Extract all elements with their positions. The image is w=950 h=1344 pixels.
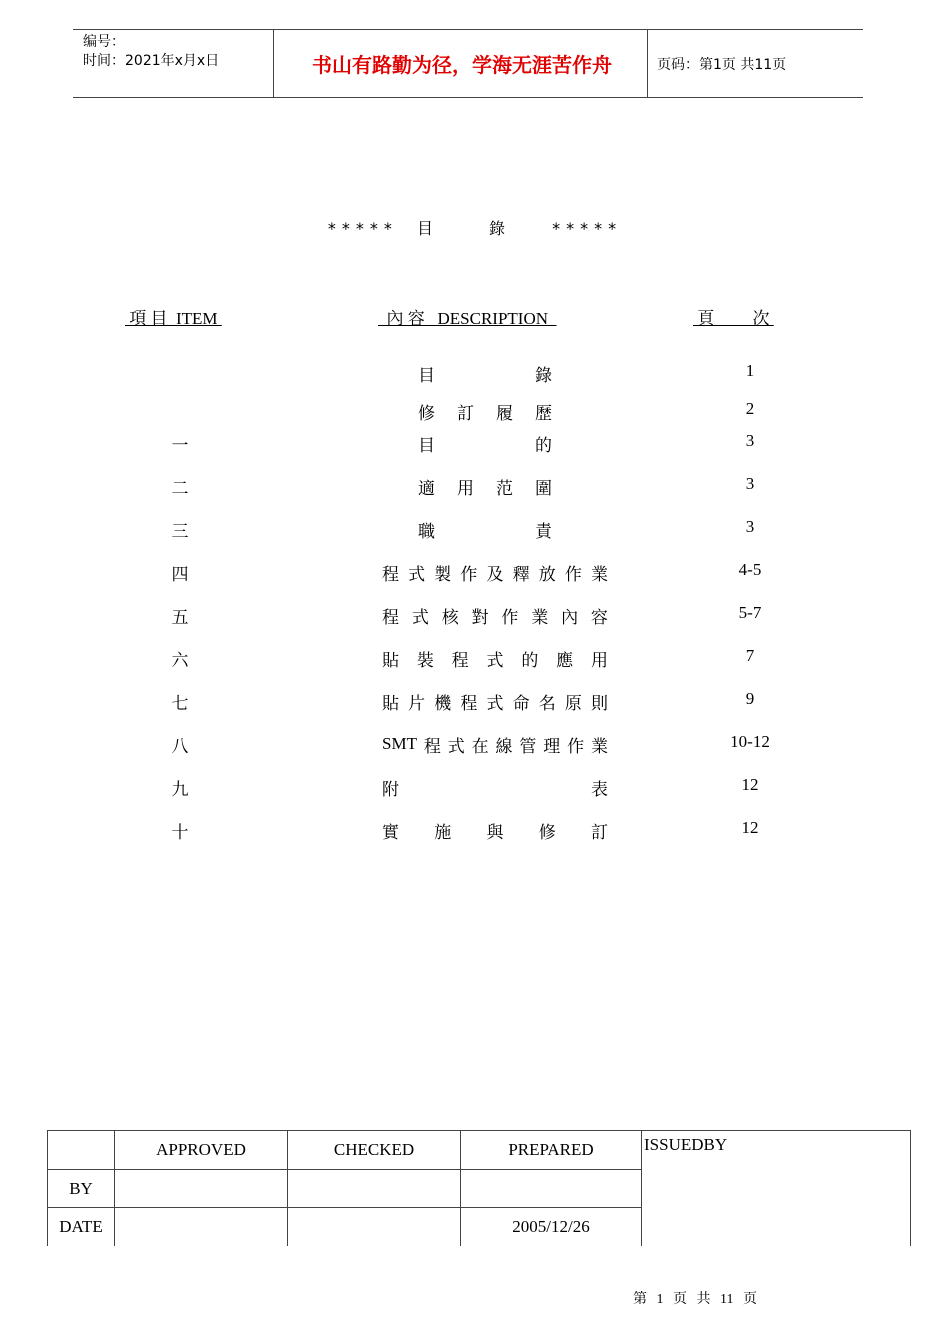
toc-item-description <box>418 399 552 423</box>
toc-description-glyph: 訂 <box>591 822 608 843</box>
toc-description-glyph: 作 <box>501 607 519 628</box>
footer-total-pages: 11 <box>720 1292 734 1307</box>
toc-description-glyph: 程 <box>382 607 399 628</box>
approved-by-cell <box>115 1170 288 1208</box>
issued-by-cell <box>642 1131 911 1246</box>
toc-description-glyph: 訂 <box>457 403 474 424</box>
toc-item-number: 六 <box>171 651 189 671</box>
toc-description-glyph: 及 <box>486 564 504 585</box>
toc-item-description <box>382 818 608 842</box>
toc-row <box>0 818 950 842</box>
date-label: DATE <box>48 1208 115 1246</box>
page-header <box>73 29 863 98</box>
checked-by-cell <box>288 1170 461 1208</box>
column-header-description: 內 容 DESCRIPTION <box>378 309 557 328</box>
checked-header: CHECKED <box>288 1131 461 1170</box>
toc-row <box>0 431 950 455</box>
toc-description-glyph: 則 <box>591 693 608 714</box>
toc-description-glyph: 作 <box>567 736 585 757</box>
toc-item-description <box>382 560 608 584</box>
toc-description-glyph: 管 <box>519 736 537 757</box>
toc-description-glyph: 附 <box>382 779 399 800</box>
toc-description-glyph: 貼 <box>382 650 399 671</box>
toc-item-page: 12 <box>741 818 759 837</box>
toc-description-glyph: 目 <box>418 435 435 456</box>
toc-item-page: 3 <box>745 431 755 450</box>
header-divider <box>647 30 648 97</box>
toc-description-glyph: 程 <box>382 564 399 585</box>
toc-title <box>0 216 950 239</box>
toc-description-glyph: 應 <box>556 650 574 671</box>
approved-header: APPROVED <box>115 1131 288 1170</box>
toc-description-glyph: 機 <box>434 693 452 714</box>
toc-row <box>0 646 950 670</box>
toc-description-glyph: 業 <box>590 736 608 757</box>
prepared-date-cell: 2005/12/26 <box>461 1208 642 1246</box>
checked-date-cell <box>288 1208 461 1246</box>
toc-description-glyph: 製 <box>434 564 452 585</box>
title-word-1: 目 <box>416 219 461 238</box>
toc-description-glyph: 的 <box>535 435 552 456</box>
signoff-corner <box>48 1131 115 1170</box>
toc-description-glyph: 對 <box>471 607 489 628</box>
toc-row <box>0 732 950 756</box>
toc-item-description <box>382 646 608 670</box>
toc-item-page: 12 <box>741 775 759 794</box>
title-word-2: 錄 <box>489 219 534 238</box>
toc-description-glyph: 貼 <box>382 693 399 714</box>
toc-description-glyph: 線 <box>495 736 513 757</box>
number-label: 编号： <box>83 34 125 50</box>
toc-item-number: 八 <box>171 737 189 757</box>
toc-description-glyph: 用 <box>590 650 608 671</box>
toc-description-glyph: 范 <box>496 478 513 499</box>
toc-description-glyph: 在 <box>471 736 489 757</box>
issued-by-label: ISSUEDBY <box>644 1135 728 1154</box>
toc-description-glyph: 用 <box>457 478 474 499</box>
header-divider <box>273 30 274 97</box>
toc-description-glyph: 歷 <box>535 403 552 424</box>
column-header-item: 項 目 ITEM <box>125 309 222 328</box>
footer-ye: 页 <box>673 1292 687 1307</box>
toc-description-glyph: 作 <box>460 564 478 585</box>
toc-item-description <box>418 474 552 498</box>
toc-item-page: 1 <box>745 361 755 380</box>
toc-description-glyph: 圍 <box>535 478 552 499</box>
toc-description-glyph: 容 <box>590 607 608 628</box>
toc-item-number: 三 <box>171 522 189 542</box>
toc-description-glyph: 職 <box>418 521 435 542</box>
toc-description-glyph: 程 <box>451 650 469 671</box>
by-label: BY <box>48 1170 115 1208</box>
toc-description-glyph: 式 <box>486 693 504 714</box>
toc-description-glyph: 與 <box>486 822 504 843</box>
toc-description-glyph: 的 <box>521 650 539 671</box>
toc-description-glyph: 原 <box>564 693 582 714</box>
toc-description-glyph: 釋 <box>512 564 530 585</box>
toc-description-glyph: 施 <box>434 822 452 843</box>
toc-description-glyph: 理 <box>543 736 561 757</box>
toc-item-page: 5-7 <box>738 603 762 622</box>
toc-row <box>0 517 950 541</box>
toc-description-glyph: 片 <box>408 693 426 714</box>
toc-description-glyph: 命 <box>512 693 530 714</box>
toc-description-glyph: 業 <box>591 564 608 585</box>
prepared-by-cell <box>461 1170 642 1208</box>
prepared-header: PREPARED <box>461 1131 642 1170</box>
toc-description-glyph: 式 <box>408 564 426 585</box>
toc-item-number: 七 <box>171 694 189 714</box>
title-stars-left: ***** <box>327 219 398 238</box>
toc-description-glyph: 實 <box>382 822 399 843</box>
toc-item-page: 4-5 <box>738 560 762 579</box>
toc-row <box>0 603 950 627</box>
toc-description-glyph: 目 <box>418 365 435 386</box>
page-footer <box>0 1288 950 1308</box>
footer-gong: 共 <box>696 1292 711 1307</box>
footer-page-number: 1 <box>656 1292 664 1307</box>
toc-description-glyph: 式 <box>411 607 429 628</box>
toc-item-number: 五 <box>171 608 189 628</box>
footer-ye: 页 <box>742 1292 757 1307</box>
toc-item-description <box>382 689 608 713</box>
toc-item-description <box>418 431 552 455</box>
toc-description-glyph: 名 <box>538 693 556 714</box>
toc-description-glyph: 表 <box>591 779 608 800</box>
toc-row <box>0 560 950 584</box>
toc-row <box>0 361 950 385</box>
toc-description-glyph: 式 <box>486 650 504 671</box>
toc-description-glyph: 程 <box>460 693 478 714</box>
header-page-info: 页码：第1页 共11页 <box>657 57 787 73</box>
toc-item-page: 3 <box>745 517 755 536</box>
toc-description-glyph: 放 <box>538 564 556 585</box>
toc-description-glyph: 修 <box>418 403 435 424</box>
toc-description-glyph: 適 <box>418 478 435 499</box>
signoff-table <box>47 1130 911 1246</box>
toc-description-glyph: 裝 <box>416 650 434 671</box>
toc-item-description <box>418 361 552 385</box>
toc-row <box>0 474 950 498</box>
toc-item-page: 3 <box>745 474 755 493</box>
toc-item-description <box>418 517 552 541</box>
toc-row <box>0 399 950 423</box>
column-header-page: 頁 次 <box>693 309 774 328</box>
header-meta <box>83 33 219 71</box>
toc-description-glyph: 錄 <box>535 365 552 386</box>
footer-di: 第 <box>633 1292 647 1307</box>
toc-item-description <box>382 732 608 756</box>
toc-row <box>0 775 950 799</box>
toc-description-glyph: 程 <box>423 736 441 757</box>
toc-description-glyph: 履 <box>496 403 513 424</box>
time-label: 时间：2021年x月x日 <box>83 53 220 69</box>
toc-item-page: 10-12 <box>730 732 770 751</box>
toc-item-description <box>382 775 608 799</box>
toc-item-number: 四 <box>171 565 189 585</box>
toc-description-glyph: 式 <box>447 736 465 757</box>
toc-description-glyph: 業 <box>531 607 549 628</box>
toc-description-glyph: 修 <box>538 822 556 843</box>
toc-item-number: 二 <box>171 479 189 499</box>
toc-item-number: 九 <box>171 780 189 800</box>
title-stars-right: ***** <box>552 219 623 238</box>
toc-item-page: 7 <box>745 646 755 665</box>
header-motto: 书山有路勤为径，学海无涯苦作舟 <box>312 53 612 77</box>
toc-item-page: 2 <box>745 399 755 418</box>
toc-item-page: 9 <box>745 689 755 708</box>
toc-description-glyph: 內 <box>561 607 579 628</box>
toc-row <box>0 689 950 713</box>
toc-description-glyph: 責 <box>535 521 552 542</box>
toc-item-description <box>382 603 608 627</box>
toc-description-glyph: 作 <box>564 564 582 585</box>
toc-item-number: 十 <box>171 823 189 843</box>
toc-item-number: 一 <box>171 436 189 456</box>
toc-description-glyph: 核 <box>441 607 459 628</box>
toc-description-glyph: SMT <box>382 734 417 753</box>
approved-date-cell <box>115 1208 288 1246</box>
